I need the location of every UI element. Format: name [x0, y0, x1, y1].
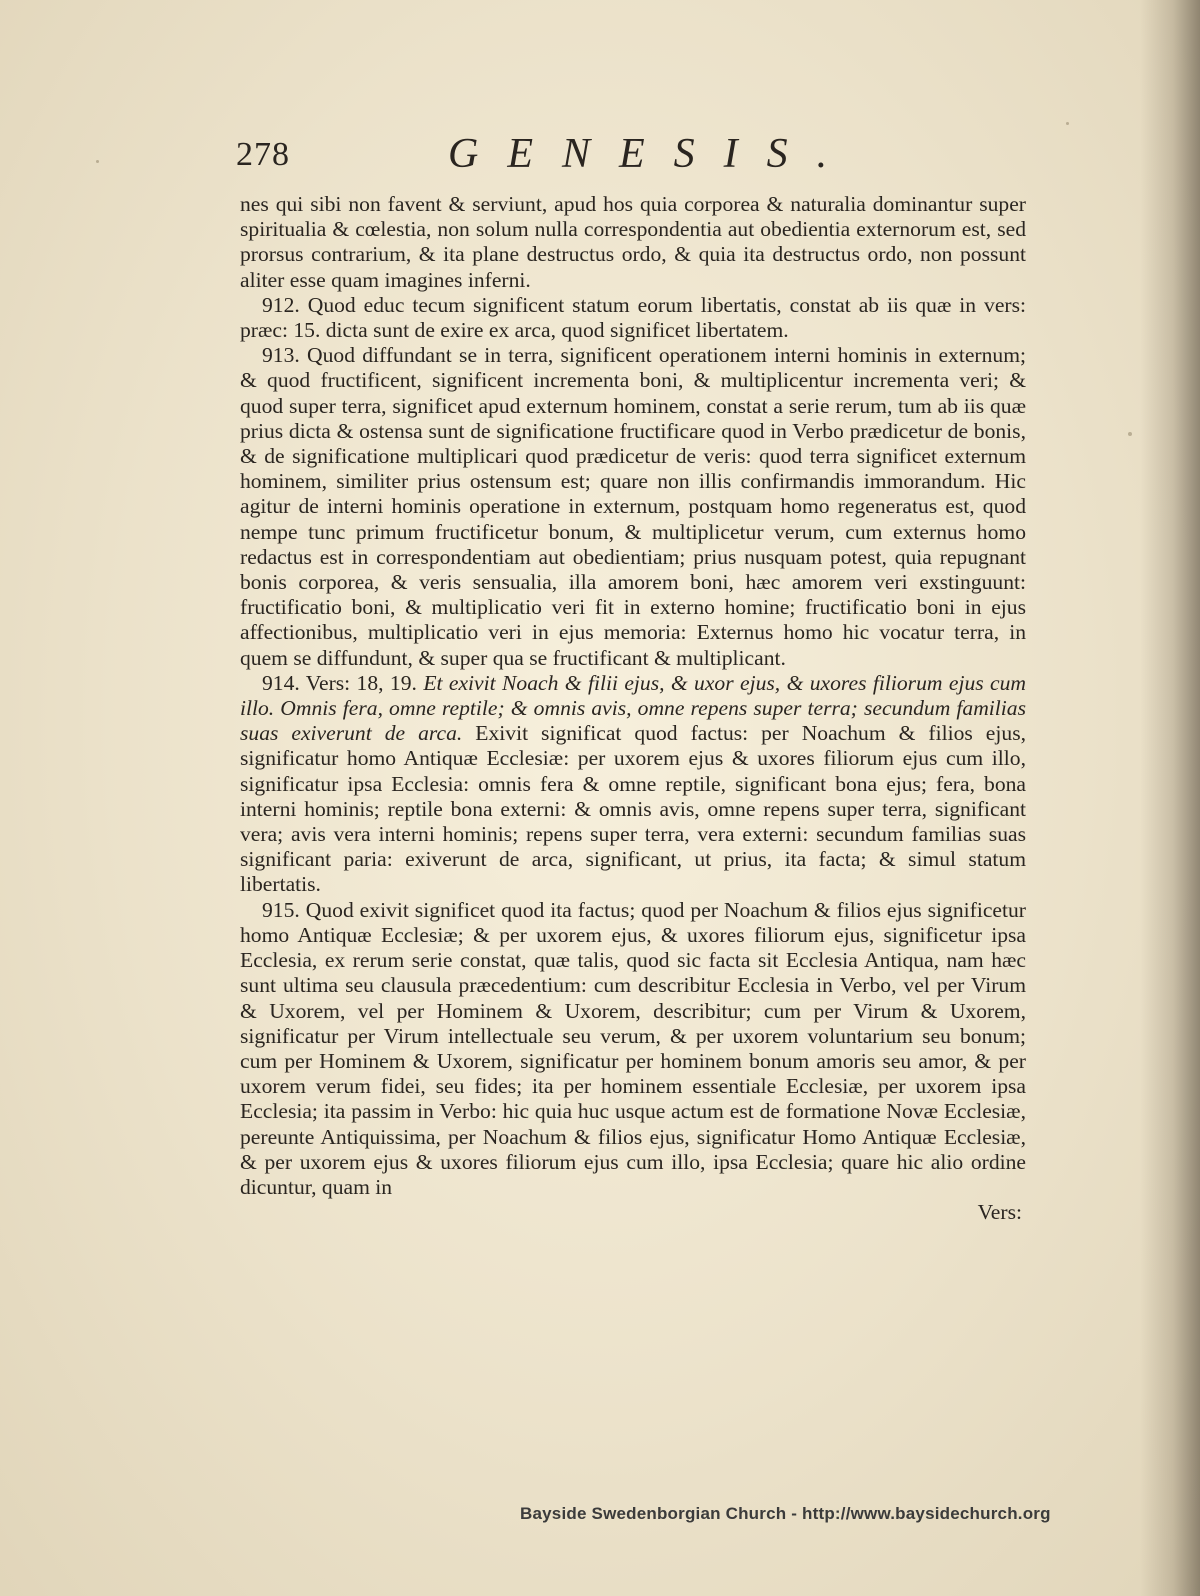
source-watermark: Bayside Swedenborgian Church - http://www.baysidechurch.org: [520, 1504, 1051, 1523]
section-number: 915.: [262, 897, 300, 922]
running-title: GENESIS.: [448, 131, 857, 177]
section-number: 914.: [262, 670, 300, 695]
paragraph-text: Quod diffundant se in terra, significent operationem interni hominis in externum; & quod fructificent, significent incrementa boni, & multiplicentur incrementa veri; & quod super terra, significet apud externum hominem, constat a serie rerum, tum ab iis quæ prius dicta & ostensa sunt de significatione fructificare quod in Verbo prædicetur de bonis, & de significatione multiplicari quod prædicetur de veris: quod terra significet externum hominem, similiter prius ostensum est; quare non illis confirmandis immorandum. Hic agitur de interni hominis operatione in externum, postquam homo regeneratus est, quod nempe tunc primum fructificetur bonum, & multiplicetur verum, cum externus homo redactus est in correspondentiam aut obedientiam; prius nusquam potest, quia repugnant bonis corporea, & veris sensualia, illa amorem boni, hæc amorem veri exstinguunt: fructificatio boni, & multiplicatio veri fit in externo homine; fructificatio boni in ejus affectionibus, multiplicatio veri in ejus memoria: Externus homo hic vocatur terra, in quem se diffundunt, & super qua se fructificant & multiplicant.: [240, 343, 1026, 670]
page-edge-shadow: [1140, 0, 1200, 1596]
verse-reference: Vers: 18, 19.: [305, 670, 417, 695]
page-header: [236, 128, 956, 188]
ink-speck: [96, 160, 99, 163]
ink-speck: [1066, 122, 1069, 125]
paragraph-text: nes qui sibi non favent & serviunt, apud hos quia corporea & naturalia dominantur super spiritualia & cœlestia, non solum nulla correspondentia aut obedientia externorum est, sed prorsus contrarium, & ita plane destructus ordo, & quia ita destructus ordo, non possunt aliter esse quam imagines inferni.: [240, 192, 1026, 292]
page-body: [240, 192, 1026, 1225]
paragraph-text: Quod educ tecum significent statum eorum libertatis, constat ab iis quæ in vers: præc: 15. dicta sunt de exire ex arca, quod significet libertatem.: [240, 292, 1026, 343]
section-number: 912.: [262, 292, 300, 317]
paragraph-text: Quod exivit significet quod ita factus; quod per Noachum & filios ejus significetur homo Antiquæ Ecclesiæ; & per uxorem ejus, & uxores filiorum ejus, significetur ipsa Ecclesia, ex rerum serie constat, quæ talis, quod sic facta sit Ecclesia Antiqua, nam hæc sunt ultima seu clausula præcedentium: cum describitur Ecclesia in Verbo, vel per Virum & Uxorem, vel per Hominem & Uxorem, describitur; cum per Virum & Uxorem, significatur per Virum intellectuale seu verum, & per uxorem voluntarium seu bonum; cum per Hominem & Uxorem, significatur per hominem bonum amoris seu amor, & per uxorem verum fidei, seu fides; ita per hominem essentiale Ecclesiæ, per uxorem ipsa Ecclesia; ita passim in Verbo: hic quia huc usque actum est de formatione Novæ Ecclesiæ, pereunte Antiquissima, per Noachum & filios ejus, significatur Homo Antiquæ Ecclesiæ, & per uxorem ejus & uxores filiorum ejus cum illo, ipsa Ecclesia; quare hic alio ordine dicuntur, quam in: [240, 897, 1026, 1199]
section-number: 913.: [262, 343, 300, 368]
scripture-quotation: Et exivit Noach & filii ejus, & uxor ejus, & uxores filiorum ejus cum illo. Omnis fera, omne reptile; & omnis avis, omne repens super terra; secundum familias suas exiverunt de arca.: [240, 670, 1026, 746]
paragraph-continuation: [240, 192, 1026, 293]
page-number: 278: [236, 136, 290, 173]
paragraph-915: [240, 898, 1026, 1200]
paragraph-912: [240, 293, 1026, 343]
paragraph-text: Exivit significat quod factus: per Noachum & filios ejus, significatur homo Antiquæ Ecclesiæ: per uxorem ejus & uxores filiorum ejus cum illo, significatur ipsa Ecclesia: omnis fera & omne reptile, significant bona ejus; fera, bona interni hominis; reptile bona externi: & omnis avis, omne repens super terra, significant vera; avis vera interni hominis; repens super terra, vera externi: secundum familias suas significant paria: exiverunt de arca, significant, ut prius, ita facta; & simul statum libertatis.: [240, 721, 1026, 897]
catchword: Vers:: [977, 1200, 1022, 1225]
paragraph-913: [240, 343, 1026, 671]
paragraph-914: [240, 671, 1026, 898]
ink-speck: [1128, 432, 1132, 436]
